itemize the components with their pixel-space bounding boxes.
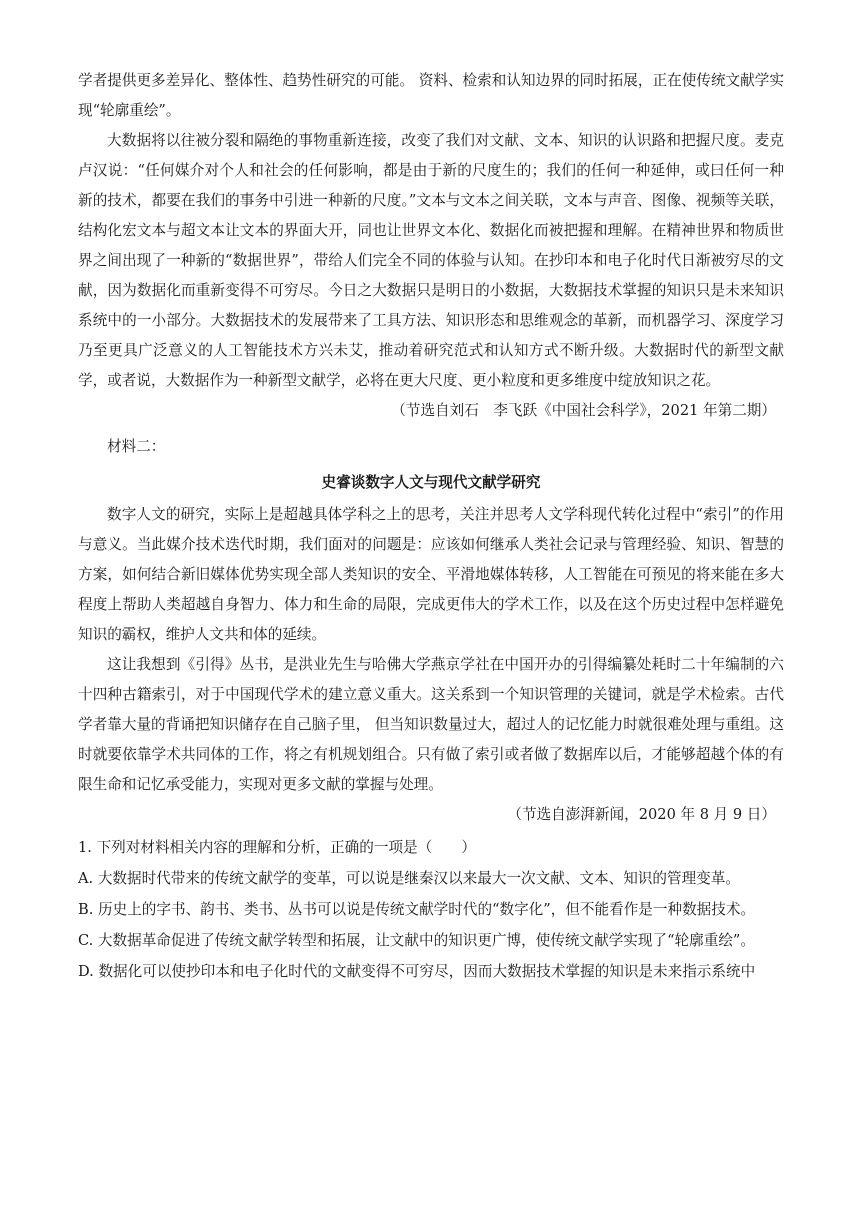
- question-option-a: A. 大数据时代带来的传统文献学的变革，可以说是继秦汉以来最大一次文献、文本、知识的管理变革。: [78, 870, 740, 887]
- material1-source: （节选自刘石 李飞跃《中国社会科学》，2021 年第二期）: [391, 402, 776, 419]
- question-option-b: B. 历史上的字书、韵书、类书、丛书可以说是传统文献学时代的“数字化”，但不能看作是一种数据技术。: [78, 901, 756, 918]
- material1-paragraph-2: 大数据将以往被分裂和隔绝的事物重新连接，改变了我们对文献、文本、知识的认识路和把握尺度。麦克卢汉说：“任何媒介对个人和社会的任何影响，都是由于新的尺度生的；我们的任何一种延伸，或曰任何一种新的技术，都要在我们的事务中引进一种新的尺度。”文本与文本之间关联，文本与声音、图像、视频等关联，结构化宏文本与超文本让文本的界面大开，同也让世界文本化、数据化而被把握和理解。在精神世界和物质世界之间出现了一种新的“数据世界”，带给人们完全不同的体验与认知。在抄印本和电子化时代日渐被穷尽的文献，因为数据化而重新变得不可穷尽。今日之大数据只是明日的小数据，大数据技术掌握的知识只是未来知识系统中的一小部分。大数据技术的发展带来了工具方法、知识形态和思维观念的革新，而机器学习、深度学习乃至更具广泛意义的人工智能技术方兴未艾，推动着研究范式和认知方式不断升级。大数据时代的新型文献学，或者说，大数据作为一种新型文献学，必将在更大尺度、更小粒度和更多维度中绽放知识之花。: [78, 132, 784, 389]
- question-option-c: C. 大数据革命促进了传统文献学转型和拓展，让文献中的知识更广博，使传统文献学实现了“轮廓重绘”。: [78, 932, 755, 949]
- question-option-d: D. 数据化可以使抄印本和电子化时代的文献变得不可穷尽，因而大数据技术掌握的知识是未来指示系统中: [78, 963, 756, 980]
- question-stem: 1. 下列对材料相关内容的理解和分析，正确的一项是（ ）: [78, 839, 477, 856]
- material2-title: 史睿谈数字人文与现代文献学研究: [321, 474, 541, 491]
- material2-label: 材料二：: [107, 438, 166, 455]
- material2-paragraph-2: 这让我想到《引得》丛书，是洪业先生与哈佛大学燕京学社在中国开办的引得编纂处耗时二十年编制的六十四种古籍索引，对于中国现代学术的建立意义重大。这关系到一个知识管理的关键词，就是学术检索。古代学者靠大量的背诵把知识储存在自己脑子里， 但当知识数量过大，超过人的记忆能力时就很难处理与重组。这时就要依靠学术共同体的工作，将之有机规划组合。只有做了索引或者做了数据库以后，才能够超越个体的有限生命和记忆承受能力，实现对更多文献的掌握与处理。: [78, 656, 784, 793]
- material2-source: （节选自澎湃新闻，2020 年 8 月 9 日）: [507, 806, 776, 823]
- document-content: [78, 66, 784, 987]
- material1-paragraph-1: 学者提供更多差异化、整体性、趋势性研究的可能。 资料、检索和认知边界的同时拓展，正在使传统文献学实现“轮廓重绘”。: [78, 72, 784, 119]
- material2-paragraph-1: 数字人文的研究，实际上是超越具体学科之上的思考，关注并思考人文学科现代转化过程中“索引”的作用与意义。当此媒介技术迭代时期，我们面对的问题是：应该如何继承人类社会记录与管理经验、知识、智慧的方案，如何结合新旧媒体优势实现全部人类知识的安全、平滑地媒体转移，人工智能在可预见的将来能在多大程度上帮助人类超越自身智力、体力和生命的局限，完成更伟大的学术工作，以及在这个历史过程中怎样避免知识的霸权，维护人文共和体的延续。: [78, 506, 784, 643]
